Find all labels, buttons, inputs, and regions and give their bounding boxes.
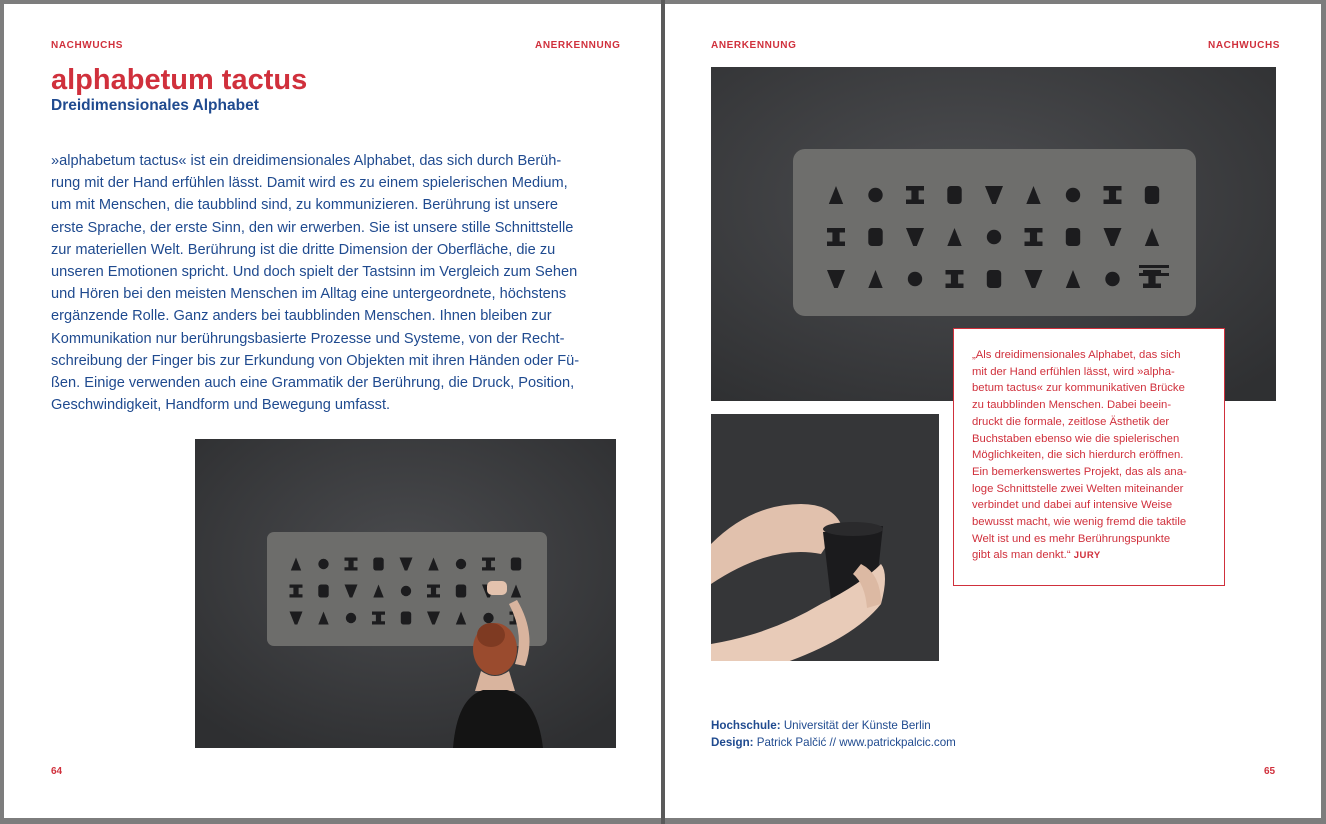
article-body [51, 150, 611, 416]
quote-final-text: gibt als man denkt.“ [972, 549, 1071, 562]
quote-line: Buchstaben ebenso wie die spielerischen [972, 432, 1180, 445]
body-line: ßen. Einige verwenden auch eine Grammatik der Berührung, die Druck, Position, [51, 375, 575, 392]
tactile-glyph-shape [511, 558, 521, 571]
credit-design-value: Patrick Palčić // www.patrickpalcic.com [756, 736, 956, 749]
tactile-glyph-shape [987, 270, 1001, 288]
quote-line: „Als dreidimensionales Alphabet, das sich [972, 349, 1181, 361]
credit-school [711, 717, 956, 734]
credit-school-value: Universität der Künste Berlin [783, 719, 931, 732]
running-head-left: NACHWUCHS [51, 40, 124, 51]
body-line: erste Sprache, der erste Sinn, den wir erwerben. Sie ist unsere stille Schnittstelle [51, 219, 574, 236]
photo-woman-with-board-illustration [195, 439, 616, 748]
article-subtitle: Dreidimensionales Alphabet [51, 97, 259, 114]
body-line: »alphabetum tactus« ist ein dreidimensionales Alphabet, das sich durch Berüh- [51, 153, 562, 169]
body-line: und Hören bei den meisten Menschen im Alltag eine untergeordnete, höchstens [51, 286, 567, 303]
tactile-glyph-shape [456, 585, 466, 598]
tactile-glyph-shape [318, 585, 328, 598]
tactile-glyph-shape [1145, 186, 1159, 204]
tactile-glyph-shape [483, 613, 493, 623]
quote-line-last [972, 547, 1210, 565]
page-number-left: 64 [51, 766, 63, 777]
article-title: alphabetum tactus [51, 64, 308, 96]
tactile-glyph-shape [947, 186, 961, 204]
tactile-glyph-shape [401, 612, 411, 625]
tactile-glyph-shape [346, 613, 356, 623]
tactile-glyph-shape [318, 559, 328, 569]
credit-school-label: Hochschule: [711, 719, 781, 732]
body-line: schreibung der Finger bis zur Erkundung von Objekten mit ihren Händen oder Fü- [51, 352, 580, 369]
credits [711, 717, 956, 751]
running-head-right: NACHWUCHS [1208, 40, 1281, 51]
photo-woman-with-board [195, 439, 616, 748]
quote-line: zu taubblinden Menschen. Dabei beein- [972, 399, 1172, 412]
body-line: zur materiellen Welt. Berührung ist die dritte Dimension der Oberfläche, die zu [51, 241, 556, 258]
quote-line: Welt ist und es mehr Berührungspunkte [972, 532, 1171, 545]
body-line: rung mit der Hand erfühlen lässt. Damit wird es zu einem spielerischen Medium, [51, 175, 568, 192]
body-line: Geschwindigkeit, Handform und Bewegung umfasst. [51, 397, 391, 414]
tactile-glyph-shape [1066, 188, 1080, 202]
quote-signature: JURY [1073, 550, 1101, 562]
tactile-glyph-shape [868, 188, 882, 202]
tactile-glyph-shape [1105, 272, 1119, 286]
tactile-glyph-shape [1066, 228, 1080, 246]
photo-hands-with-shape-illustration [711, 414, 939, 661]
quote-line: Möglichkeiten, die sich hierdurch eröffnen. [972, 449, 1184, 462]
page-number-right: 65 [1264, 766, 1276, 777]
quote-line: Ein bemerkenswertes Projekt, das als ana- [972, 465, 1187, 478]
running-head-left: ANERKENNUNG [711, 40, 797, 51]
tactile-glyph-shape [401, 586, 411, 596]
credit-design-label: Design: [711, 736, 754, 749]
tactile-glyph-shape [373, 558, 383, 571]
jury-quote-box [953, 328, 1225, 586]
body-line: ergänzende Rolle. Ganz anders bei taubblinden Menschen. Ihnen bleiben zur [51, 308, 552, 325]
tactile-glyph-shape [456, 559, 466, 569]
quote-line: druckt die formale, zeitlose Ästhetik der [972, 415, 1170, 428]
body-line: um mit Menschen, die taubblind sind, zu kommunizieren. Berührung ist unsere [51, 197, 558, 214]
body-line: Kommunikation nur berührungsbasierte Prozesse und Systeme, von der Recht- [51, 330, 565, 347]
quote-line: bewusst macht, wie wenig fremd die taktile [972, 516, 1187, 529]
right-page [665, 4, 1321, 818]
tactile-glyph-shape [987, 230, 1001, 244]
left-page [4, 4, 661, 818]
quote-line: mit der Hand erfühlen lässt, wird »alpha- [972, 365, 1175, 378]
body-line: unseren Emotionen spricht. Und doch spielt der Tastsinn im Vergleich zum Sehen [51, 264, 578, 281]
tactile-glyph-shape [908, 272, 922, 286]
photo-hands-with-shape [711, 414, 939, 661]
tactile-glyph-shape [868, 228, 882, 246]
credit-design [711, 734, 956, 751]
quote-line: loge Schnittstelle zwei Welten miteinander [972, 482, 1184, 495]
running-head-right: ANERKENNUNG [535, 40, 621, 51]
quote-line: verbindet und dabei auf intensive Weise [972, 499, 1173, 512]
quote-line: betum tactus« zur kommunikativen Brücke [972, 382, 1185, 395]
